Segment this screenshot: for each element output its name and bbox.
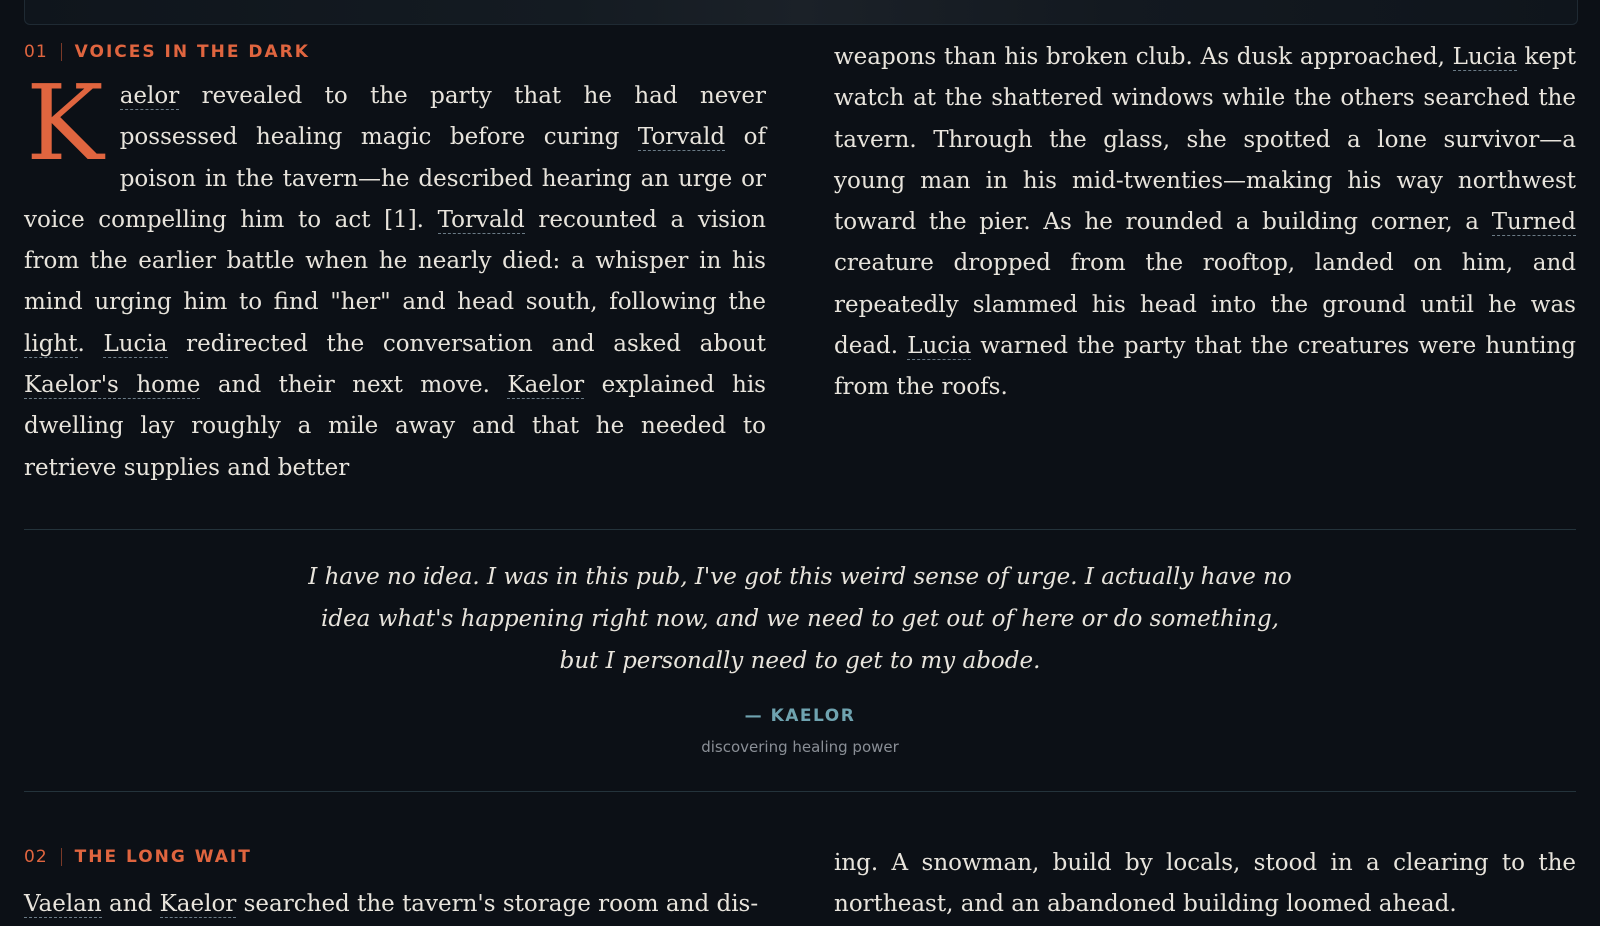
section-1-left-column <box>24 62 767 489</box>
drop-cap: K <box>26 62 104 184</box>
text-flow <box>24 891 758 918</box>
entity-link[interactable]: Turned <box>1491 209 1576 236</box>
entity-link[interactable]: Lucia <box>1452 44 1517 70</box>
body-text: revealed to the party that he had never possessed healing magic before curing <box>119 83 766 151</box>
section-1-right-column <box>834 37 1576 409</box>
entity-link[interactable]: light <box>24 330 78 357</box>
text-flow <box>834 44 1576 400</box>
entity-link[interactable]: Kaelor <box>159 891 237 917</box>
body-text: ing. A snowman, build by locals, stood in a clearing to the northeast, and an abandoned building loomed ahead. <box>834 850 1576 918</box>
body-text: of poison in the tavern—he described hearing an urge or voice compelling him to act [1]. <box>24 124 766 233</box>
entity-link[interactable]: Kaelor <box>507 372 585 399</box>
entity-link[interactable]: Vaelan <box>24 891 102 917</box>
divider-top <box>24 529 1576 530</box>
paragraph <box>24 884 766 925</box>
body-text: redirected the conversation and asked about <box>167 330 767 357</box>
section-number: 02 <box>24 847 48 867</box>
body-text: and <box>101 891 160 917</box>
quote-context: discovering healing power <box>701 738 899 756</box>
heading-separator <box>61 848 62 866</box>
entity-link[interactable]: Lucia <box>103 330 168 357</box>
paragraph <box>834 37 1576 409</box>
section-heading-1 <box>24 42 310 62</box>
hero-image-strip <box>24 0 1578 25</box>
body-text: warned the party that the creatures were hunting from the roofs. <box>834 333 1576 401</box>
body-text: . <box>77 330 104 357</box>
entity-link[interactable]: Torvald <box>437 206 525 233</box>
body-text: and their next move. <box>200 372 508 399</box>
section-2-right-column <box>834 843 1576 926</box>
body-text: explained his dwelling lay roughly a mile away and that he needed to retrieve supplies and better <box>24 372 766 481</box>
text-flow <box>24 62 767 481</box>
section-number: 01 <box>24 42 48 62</box>
entity-link[interactable]: aelor <box>119 83 180 109</box>
divider-bottom <box>24 791 1576 792</box>
paragraph <box>834 843 1576 926</box>
section-heading-2 <box>24 847 252 867</box>
body-text: searched the tavern's storage room and dis- <box>236 891 759 917</box>
section-2-left-column <box>24 884 766 925</box>
section-title: VOICES IN THE DARK <box>74 42 310 62</box>
entity-link[interactable]: Lucia <box>907 333 972 360</box>
heading-separator <box>61 43 62 61</box>
body-text: creature dropped from the rooftop, landed on him, and repeatedly slammed his head into the ground until he was dead. <box>834 250 1576 360</box>
pull-quote: I have no idea. I was in this pub, I've got this weird sense of urge. I actually have no idea what's happening right now, and we need to get out of here or do something, but I personally need to get to my abode. <box>308 564 1292 674</box>
body-text: recounted a vision from the earlier battle when he nearly died: a whisper in his mind urging him to find "her" and head south, following the <box>24 206 766 316</box>
quote-attribution: — KAELOR <box>744 706 856 726</box>
paragraph <box>24 62 767 489</box>
entity-link[interactable]: Torvald <box>637 124 726 151</box>
entity-link[interactable]: Kaelor's home <box>24 372 201 399</box>
section-title: THE LONG WAIT <box>74 847 252 867</box>
body-text: weapons than his broken club. As dusk approached, <box>834 44 1453 70</box>
text-flow <box>834 850 1576 917</box>
body-text: kept watch at the shattered windows while the others searched the tavern. Through the glass, she spotted a lone survivor—a young man in his mid-twenties—making his way northwest toward the pier. As he rounded a building corner, a <box>834 44 1577 236</box>
